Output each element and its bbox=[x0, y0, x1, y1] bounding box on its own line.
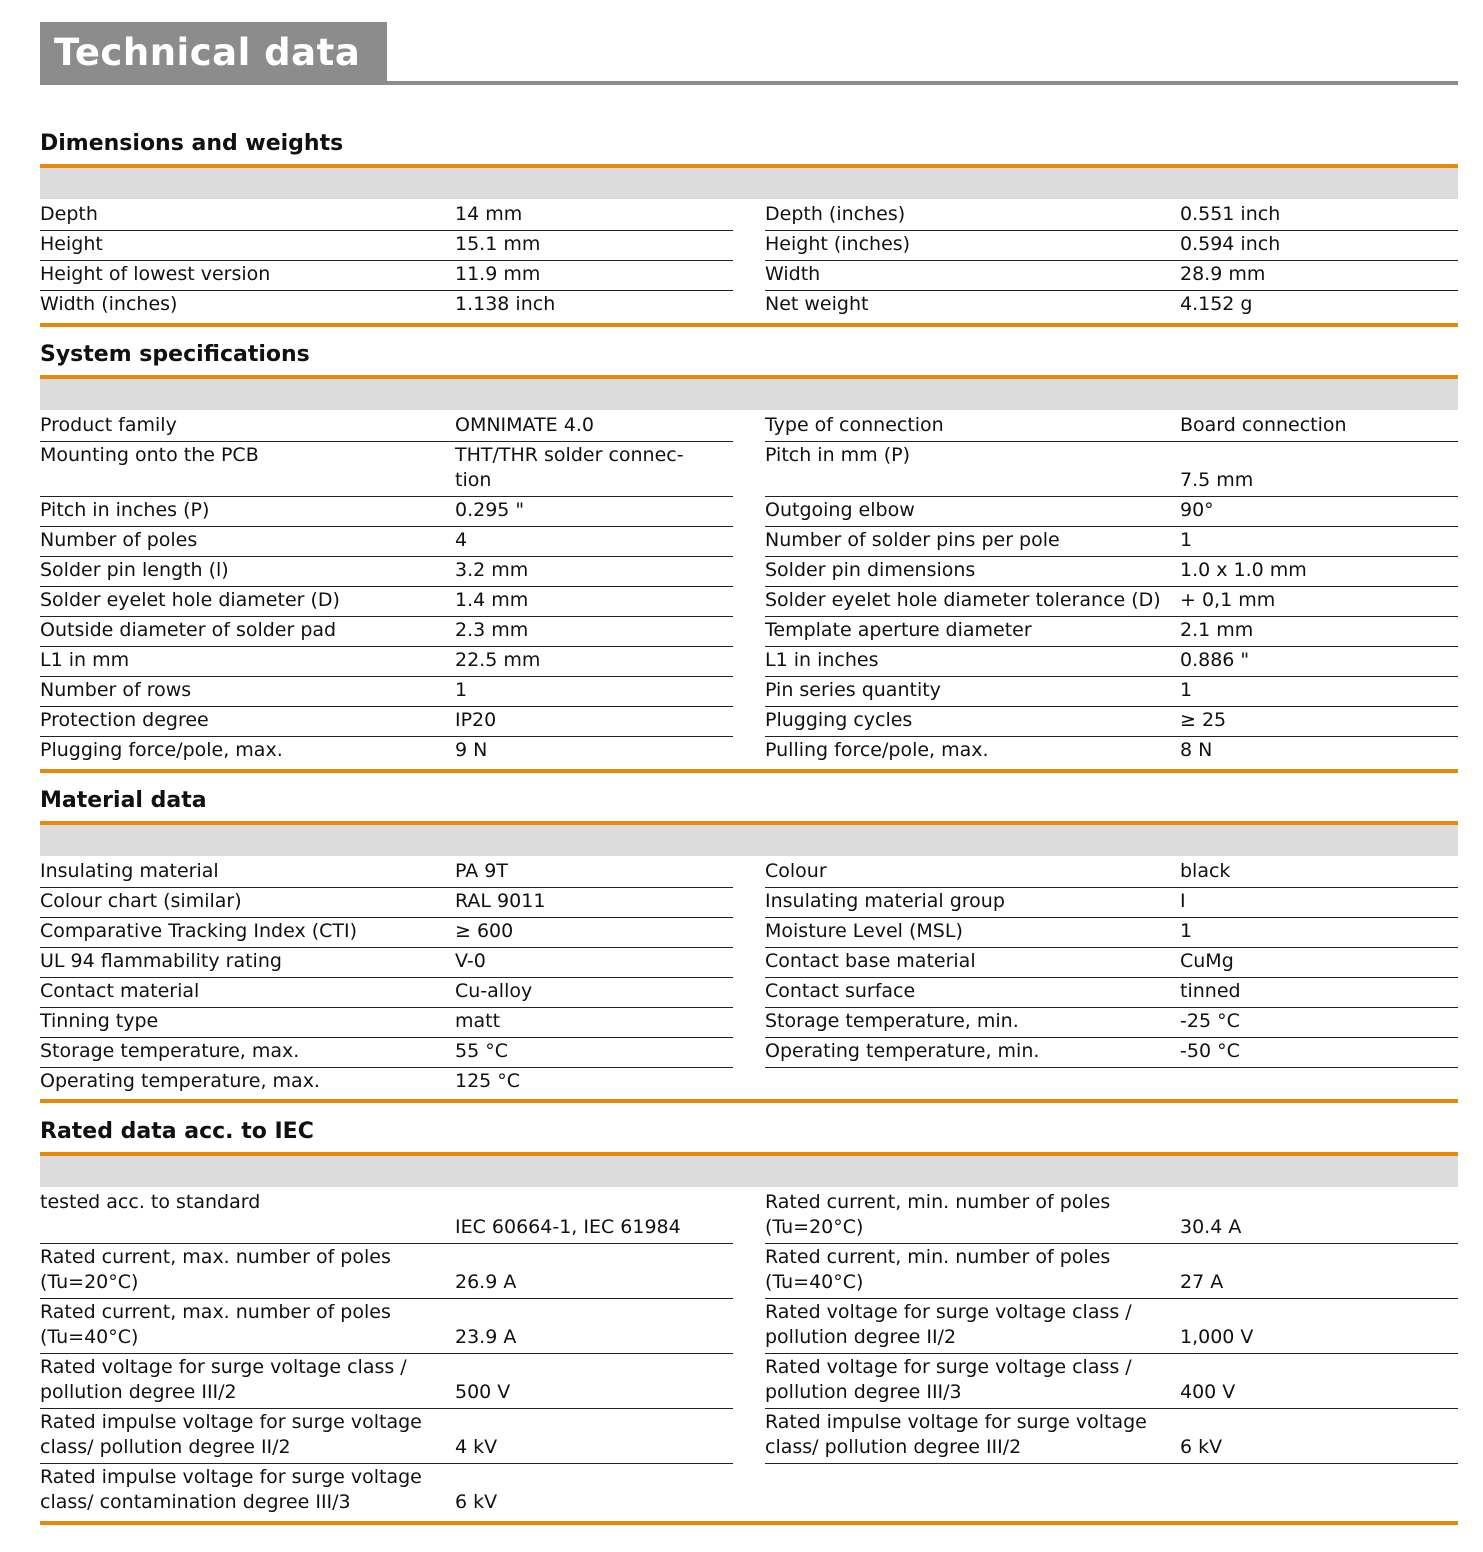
title-bar bbox=[40, 22, 1458, 86]
column-right bbox=[765, 858, 1458, 1068]
spec-value: ≥ 25 bbox=[1180, 709, 1227, 731]
title-rule bbox=[387, 81, 1458, 85]
spec-value: CuMg bbox=[1180, 950, 1234, 972]
spec-row bbox=[40, 201, 733, 231]
spec-row bbox=[40, 1068, 733, 1098]
spec-label: Tinning type bbox=[40, 1010, 159, 1032]
column-left bbox=[40, 201, 733, 321]
spec-row bbox=[765, 707, 1458, 737]
spec-value: 400 V bbox=[1180, 1381, 1236, 1403]
spec-label: Pitch in mm (P) bbox=[765, 444, 910, 466]
spec-label: L1 in inches bbox=[765, 649, 879, 671]
section-title: System specifications bbox=[40, 342, 310, 367]
spec-label: Rated current, min. number of poles (Tu=20°C) bbox=[765, 1191, 1111, 1238]
spec-value: 3.2 mm bbox=[455, 559, 529, 581]
section-band bbox=[40, 1156, 1458, 1187]
spec-row bbox=[765, 231, 1458, 261]
spec-row bbox=[765, 1244, 1458, 1299]
spec-row bbox=[765, 442, 1458, 497]
section-bottom-rule bbox=[40, 323, 1458, 327]
spec-value: black bbox=[1180, 860, 1231, 882]
page-title: Technical data bbox=[54, 31, 361, 74]
section-bottom-rule bbox=[40, 1099, 1458, 1103]
spec-label: Colour bbox=[765, 860, 827, 882]
section-system bbox=[40, 342, 1458, 782]
section-bottom-rule bbox=[40, 1521, 1458, 1525]
section-title: Material data bbox=[40, 788, 207, 813]
spec-value: 15.1 mm bbox=[455, 233, 541, 255]
column-left bbox=[40, 858, 733, 1098]
spec-row bbox=[40, 677, 733, 707]
spec-label: Moisture Level (MSL) bbox=[765, 920, 963, 942]
spec-label: Contact material bbox=[40, 980, 200, 1002]
spec-value: V-0 bbox=[455, 950, 486, 972]
section-band bbox=[40, 168, 1458, 199]
section-title: Rated data acc. to IEC bbox=[40, 1119, 314, 1144]
spec-label: Protection degree bbox=[40, 709, 209, 731]
spec-value: + 0,1 mm bbox=[1180, 589, 1276, 611]
spec-label: Pin series quantity bbox=[765, 679, 941, 701]
spec-label: Template aperture diameter bbox=[765, 619, 1032, 641]
spec-row bbox=[40, 497, 733, 527]
spec-label: Rated voltage for surge voltage class / pollution degree III/2 bbox=[40, 1356, 407, 1403]
spec-row bbox=[40, 1409, 733, 1464]
spec-row bbox=[40, 291, 733, 321]
spec-value: Board connection bbox=[1180, 414, 1347, 436]
spec-row bbox=[765, 261, 1458, 291]
spec-value: IEC 60664-1, IEC 61984 bbox=[455, 1216, 681, 1238]
spec-row bbox=[40, 737, 733, 767]
spec-row bbox=[765, 291, 1458, 321]
spec-row bbox=[40, 442, 733, 497]
spec-label: Depth bbox=[40, 203, 98, 225]
spec-row bbox=[40, 527, 733, 557]
spec-value: 1.0 x 1.0 mm bbox=[1180, 559, 1307, 581]
spec-row bbox=[765, 412, 1458, 442]
spec-label: Outside diameter of solder pad bbox=[40, 619, 337, 641]
spec-row bbox=[40, 1008, 733, 1038]
spec-value: 4 kV bbox=[455, 1436, 498, 1458]
spec-label: Comparative Tracking Index (CTI) bbox=[40, 920, 358, 942]
spec-row bbox=[40, 707, 733, 737]
section-title: Dimensions and weights bbox=[40, 131, 344, 156]
spec-value: 14 mm bbox=[455, 203, 523, 225]
spec-value: 4 bbox=[455, 529, 468, 551]
section-band bbox=[40, 825, 1458, 856]
spec-row bbox=[40, 587, 733, 617]
spec-label: Storage temperature, min. bbox=[765, 1010, 1019, 1032]
spec-label: Outgoing elbow bbox=[765, 499, 915, 521]
spec-label: Colour chart (similar) bbox=[40, 890, 242, 912]
spec-value: -50 °C bbox=[1180, 1040, 1240, 1062]
spec-value: tinned bbox=[1180, 980, 1241, 1002]
spec-row bbox=[765, 497, 1458, 527]
spec-value: PA 9T bbox=[455, 860, 508, 882]
spec-label: Operating temperature, min. bbox=[765, 1040, 1040, 1062]
spec-value: 125 °C bbox=[455, 1070, 521, 1092]
spec-value: 30.4 A bbox=[1180, 1216, 1242, 1238]
spec-label: Plugging cycles bbox=[765, 709, 913, 731]
spec-value: 1 bbox=[1180, 679, 1193, 701]
spec-value: 26.9 A bbox=[455, 1271, 517, 1293]
spec-label: Operating temperature, max. bbox=[40, 1070, 320, 1092]
spec-row bbox=[765, 201, 1458, 231]
section-bottom-rule bbox=[40, 769, 1458, 773]
spec-row bbox=[765, 1189, 1458, 1244]
spec-value: IP20 bbox=[455, 709, 497, 731]
section-band bbox=[40, 379, 1458, 410]
spec-row bbox=[40, 948, 733, 978]
spec-value: ≥ 600 bbox=[455, 920, 514, 942]
spec-label: Insulating material group bbox=[765, 890, 1005, 912]
spec-row bbox=[40, 1464, 733, 1519]
spec-row bbox=[765, 918, 1458, 948]
spec-value: 1.4 mm bbox=[455, 589, 529, 611]
spec-row bbox=[765, 587, 1458, 617]
spec-value: 0.551 inch bbox=[1180, 203, 1281, 225]
spec-label: Contact base material bbox=[765, 950, 976, 972]
spec-value: 7.5 mm bbox=[1180, 469, 1254, 491]
spec-label: Insulating material bbox=[40, 860, 219, 882]
spec-row bbox=[40, 858, 733, 888]
spec-label: Solder eyelet hole diameter (D) bbox=[40, 589, 340, 611]
spec-label: UL 94 flammability rating bbox=[40, 950, 282, 972]
spec-label: Solder eyelet hole diameter tolerance (D) bbox=[765, 589, 1161, 611]
spec-value: 6 kV bbox=[455, 1491, 498, 1513]
spec-label: tested acc. to standard bbox=[40, 1191, 261, 1213]
spec-label: Type of connection bbox=[765, 414, 944, 436]
spec-label: Rated impulse voltage for surge voltage class/ pollution degree III/2 bbox=[765, 1411, 1147, 1458]
spec-row bbox=[765, 1354, 1458, 1409]
spec-row bbox=[40, 261, 733, 291]
spec-label: Number of poles bbox=[40, 529, 198, 551]
spec-row bbox=[40, 1244, 733, 1299]
spec-value: 27 A bbox=[1180, 1271, 1224, 1293]
spec-value: OMNIMATE 4.0 bbox=[455, 414, 594, 436]
spec-label: Pulling force/pole, max. bbox=[765, 739, 989, 761]
spec-label: Net weight bbox=[765, 293, 869, 315]
spec-label: Solder pin dimensions bbox=[765, 559, 976, 581]
spec-row bbox=[40, 557, 733, 587]
spec-row bbox=[40, 1189, 733, 1244]
section-dimensions bbox=[40, 131, 1458, 331]
spec-row bbox=[40, 231, 733, 261]
spec-value: -25 °C bbox=[1180, 1010, 1240, 1032]
spec-label: Rated impulse voltage for surge voltage class/ contamination degree III/3 bbox=[40, 1466, 422, 1513]
spec-value: 23.9 A bbox=[455, 1326, 517, 1348]
spec-value: 9 N bbox=[455, 739, 488, 761]
spec-label: Plugging force/pole, max. bbox=[40, 739, 283, 761]
spec-value: THT/THR solder connec- tion bbox=[455, 444, 684, 491]
spec-value: 28.9 mm bbox=[1180, 263, 1266, 285]
spec-row bbox=[765, 677, 1458, 707]
spec-row bbox=[40, 918, 733, 948]
spec-row bbox=[765, 527, 1458, 557]
spec-row bbox=[765, 978, 1458, 1008]
column-right bbox=[765, 201, 1458, 321]
spec-label: Height (inches) bbox=[765, 233, 911, 255]
spec-label: Rated voltage for surge voltage class / pollution degree II/2 bbox=[765, 1301, 1132, 1348]
spec-value: Cu-alloy bbox=[455, 980, 533, 1002]
spec-value: 1 bbox=[1180, 920, 1193, 942]
spec-value: RAL 9011 bbox=[455, 890, 546, 912]
spec-value: 1.138 inch bbox=[455, 293, 556, 315]
spec-label: Rated current, max. number of poles (Tu=20°C) bbox=[40, 1246, 391, 1293]
column-left bbox=[40, 1189, 733, 1519]
spec-value: 8 N bbox=[1180, 739, 1213, 761]
spec-label: Contact surface bbox=[765, 980, 916, 1002]
spec-label: Pitch in inches (P) bbox=[40, 499, 210, 521]
spec-value: 90° bbox=[1180, 499, 1214, 521]
title-box bbox=[40, 22, 387, 85]
spec-row bbox=[765, 1008, 1458, 1038]
spec-label: Number of rows bbox=[40, 679, 192, 701]
spec-value: 11.9 mm bbox=[455, 263, 541, 285]
spec-label: Height bbox=[40, 233, 103, 255]
spec-label: Number of solder pins per pole bbox=[765, 529, 1060, 551]
spec-label: Solder pin length (l) bbox=[40, 559, 229, 581]
spec-row bbox=[40, 888, 733, 918]
spec-label: Depth (inches) bbox=[765, 203, 906, 225]
spec-value: 4.152 g bbox=[1180, 293, 1253, 315]
spec-row bbox=[765, 557, 1458, 587]
column-right bbox=[765, 412, 1458, 767]
spec-row bbox=[765, 737, 1458, 767]
spec-label: Rated voltage for surge voltage class / pollution degree III/3 bbox=[765, 1356, 1132, 1403]
spec-value: 6 kV bbox=[1180, 1436, 1223, 1458]
spec-row bbox=[765, 948, 1458, 978]
spec-label: Storage temperature, max. bbox=[40, 1040, 300, 1062]
section-rated bbox=[40, 1119, 1458, 1529]
spec-value: 1 bbox=[455, 679, 468, 701]
spec-row bbox=[40, 647, 733, 677]
spec-label: L1 in mm bbox=[40, 649, 130, 671]
spec-value: matt bbox=[455, 1010, 501, 1032]
spec-value: 0.295 " bbox=[455, 499, 525, 521]
spec-row bbox=[765, 647, 1458, 677]
spec-row bbox=[40, 617, 733, 647]
spec-label: Product family bbox=[40, 414, 177, 436]
spec-label: Rated current, max. number of poles (Tu=40°C) bbox=[40, 1301, 391, 1348]
spec-value: 55 °C bbox=[455, 1040, 508, 1062]
spec-label: Mounting onto the PCB bbox=[40, 444, 259, 466]
column-right bbox=[765, 1189, 1458, 1464]
spec-value: 2.1 mm bbox=[1180, 619, 1254, 641]
spec-row bbox=[765, 1409, 1458, 1464]
spec-row bbox=[40, 1299, 733, 1354]
spec-row bbox=[40, 978, 733, 1008]
spec-label: Rated current, min. number of poles (Tu=40°C) bbox=[765, 1246, 1111, 1293]
spec-row bbox=[40, 412, 733, 442]
spec-label: Rated impulse voltage for surge voltage class/ pollution degree II/2 bbox=[40, 1411, 422, 1458]
spec-value: 1 bbox=[1180, 529, 1193, 551]
spec-row bbox=[40, 1038, 733, 1068]
section-material bbox=[40, 788, 1458, 1108]
spec-value: 0.594 inch bbox=[1180, 233, 1281, 255]
spec-label: Height of lowest version bbox=[40, 263, 271, 285]
spec-label: Width (inches) bbox=[40, 293, 178, 315]
spec-label: Width bbox=[765, 263, 821, 285]
spec-row bbox=[765, 1038, 1458, 1068]
spec-value: 0.886 " bbox=[1180, 649, 1250, 671]
spec-row bbox=[765, 617, 1458, 647]
spec-value: I bbox=[1180, 890, 1186, 912]
spec-value: 2.3 mm bbox=[455, 619, 529, 641]
spec-value: 1,000 V bbox=[1180, 1326, 1254, 1348]
spec-row bbox=[765, 888, 1458, 918]
spec-value: 22.5 mm bbox=[455, 649, 541, 671]
column-left bbox=[40, 412, 733, 767]
spec-row bbox=[40, 1354, 733, 1409]
spec-row bbox=[765, 858, 1458, 888]
spec-value: 500 V bbox=[455, 1381, 511, 1403]
spec-row bbox=[765, 1299, 1458, 1354]
